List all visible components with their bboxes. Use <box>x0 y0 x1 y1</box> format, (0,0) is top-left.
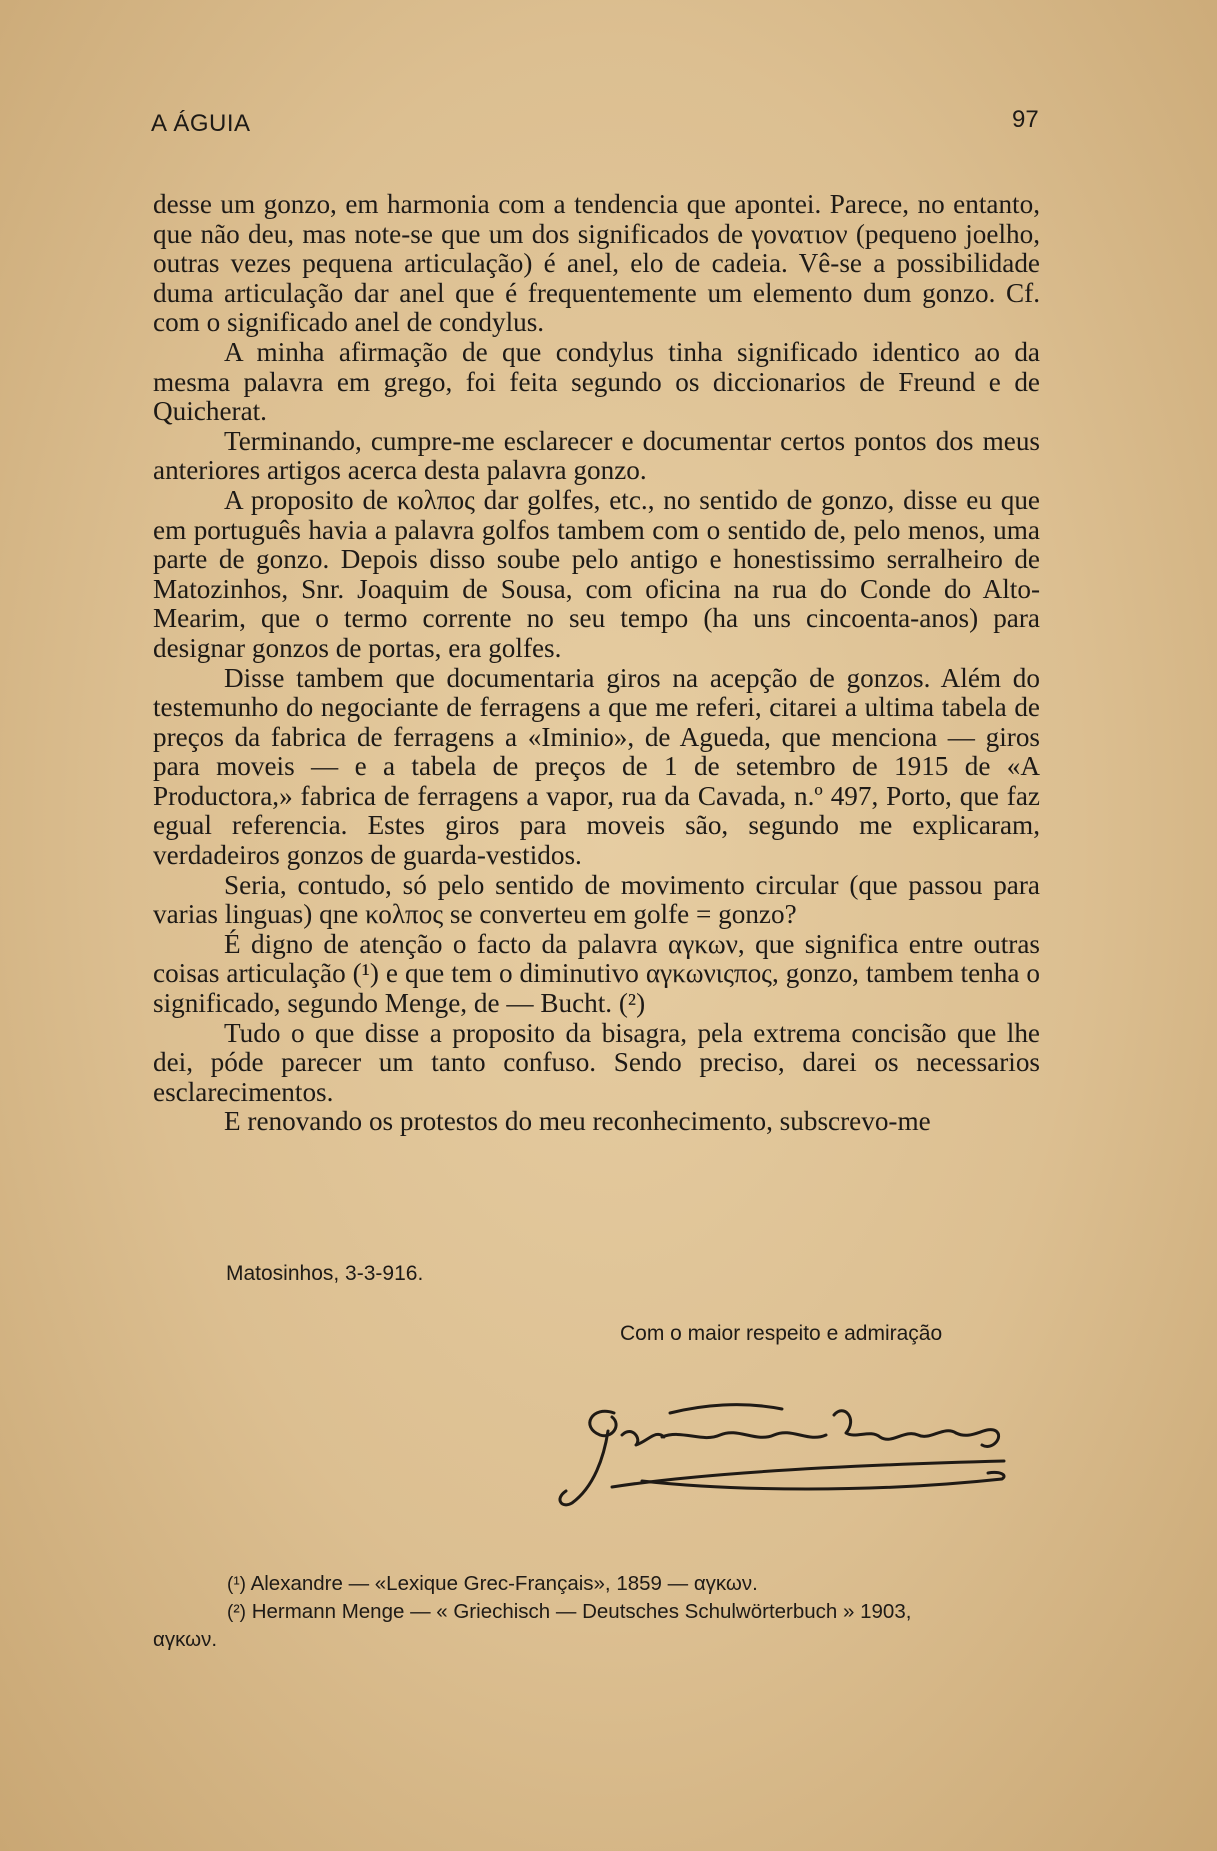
footnote-continuation: αγκων. <box>153 1628 218 1651</box>
body-text <box>153 190 1040 1137</box>
paragraph: A minha afirmação de que condylus tinha significado identico ao da mesma palavra em grego, foi feita segundo os diccionarios de Freund e de Quicherat. <box>153 336 1040 427</box>
footnotes <box>153 1570 1050 1653</box>
paragraph: A proposito de κολπος dar golfes, etc., no sentido de gonzo, disse eu que em português havia a palavra golfos tambem com o sentido de, pelo menos, uma parte de gonzo. Depois disso soube pelo antigo e honestissimo serralheiro de Matozinhos, Snr. Joaquim de Sousa, com oficina na rua do Conde do Alto-Mearim, que o termo corrente no seu tempo (ha uns cincoenta-anos) para designar gonzos de portas, era golfes. <box>153 484 1040 663</box>
paragraph: Terminando, cumpre-me esclarecer e documentar certos pontos dos meus anteriores artigos acerca desta palavra gonzo. <box>153 425 1040 486</box>
paragraph: Disse tambem que documentaria giros na acepção de gonzos. Além do testemunho do negociante de ferragens a que me referi, citarei a ultima tabela de preços da fabrica de ferragens a «Iminio», de Agueda, que menciona — giros para moveis — e a tabela de preços de 1 de setembro de 1915 de «A Productora,» fabrica de ferragens a vapor, rua da Cavada, n.º 497, Porto, que faz egual referencia. Estes giros para moveis são, segundo me explicaram, verdadeiros gonzos de guarda-vestidos. <box>153 662 1040 871</box>
closing-salutation: Com o maior respeito e admiração <box>620 1322 943 1345</box>
date-line: Matosinhos, 3-3-916. <box>226 1262 424 1285</box>
footnote-text: Hermann Menge — « Griechisch — Deutsches Schulwörterbuch » 1903, <box>251 1600 912 1623</box>
footnote <box>153 1598 1050 1626</box>
footnote-marker: (¹) <box>227 1574 246 1595</box>
paragraph: É digno de atenção o facto da palavra αγκων, que significa entre outras coisas articulação (¹) e que tem o diminutivo αγκωνιςπος, gonzo, tambem tenha o significado, segundo Menge, de — Bucht. (²) <box>153 928 1040 1019</box>
paragraph: desse um gonzo, em harmonia com a tendencia que apontei. Parece, no entanto, que não deu, mas note-se que um dos significados de γονατιον (pequeno joelho, outras vezes pequena articulação) é anel, elo de cadeia. Vê-se a possibilidade duma articulação dar anel que é frequentemente um elemento dum gonzo. Cf. com o significado anel de condylus. <box>153 189 1040 338</box>
paragraph: E renovando os protestos do meu reconhecimento, subscrevo-me <box>224 1106 931 1137</box>
page-number: 97 <box>1012 106 1039 133</box>
footnote-marker: (²) <box>227 1602 246 1623</box>
footnote-text: Alexandre — «Lexique Grec-Français», 1859 — αγκων. <box>250 1572 758 1595</box>
footnote <box>153 1570 1050 1598</box>
paragraph: Seria, contudo, só pelo sentido de movimento circular (que passou para varias linguas) qne κολπος se converteu em golfe = gonzo? <box>153 869 1040 930</box>
paragraph: Tudo o que disse a proposito da bisagra, pela extrema concisão que lhe dei, póde parecer um tanto confuso. Sendo preciso, darei os necessarios esclarecimentos. <box>153 1017 1040 1107</box>
handwritten-signature <box>552 1395 1012 1515</box>
running-head: A ÁGUIA <box>151 110 251 137</box>
